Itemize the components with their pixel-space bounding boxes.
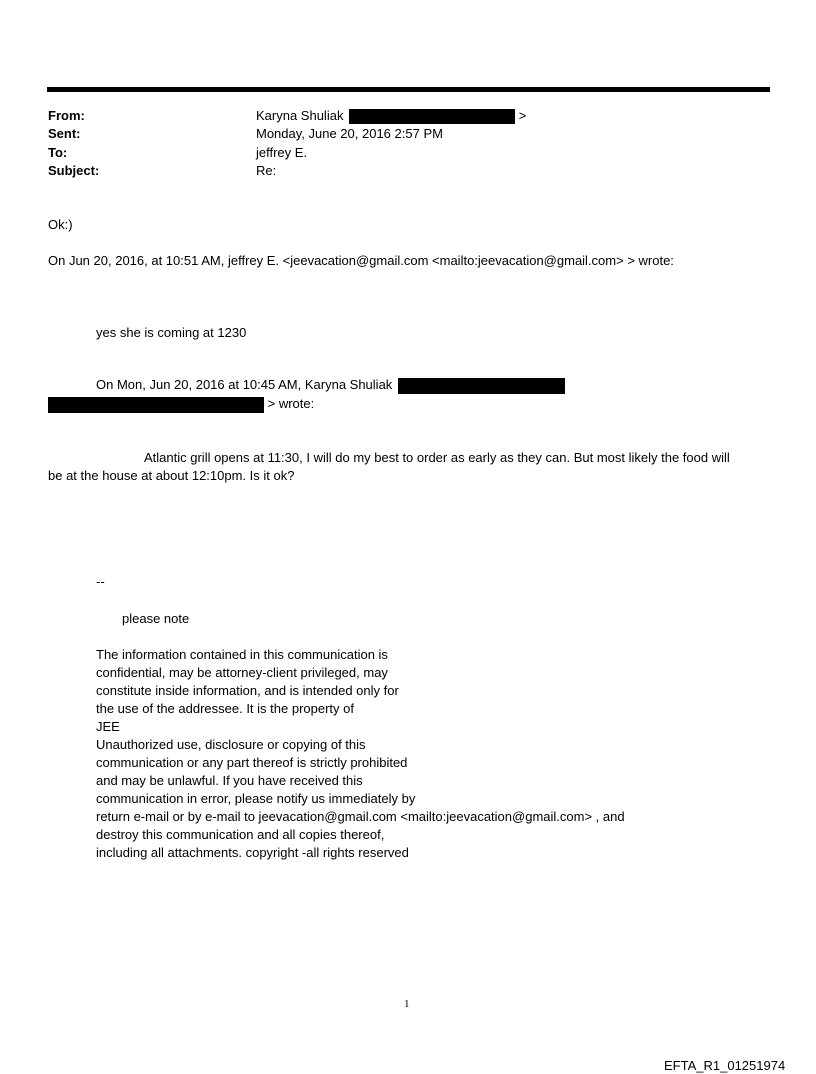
signature-dashes: -- bbox=[96, 574, 105, 589]
quote1-header: On Jun 20, 2016, at 10:51 AM, jeffrey E. <jeevacation@gmail.com <mailto:jeevacation@gmail.com> > wrote: bbox=[48, 253, 674, 268]
quote1-text: yes she is coming at 1230 bbox=[96, 325, 247, 340]
disclaimer-line: communication in error, please notify us immediately by bbox=[96, 791, 416, 806]
disclaimer-line: including all attachments. copyright -all rights reserved bbox=[96, 845, 409, 860]
redaction-box bbox=[349, 109, 515, 124]
quote2-line1: Atlantic grill opens at 11:30, I will do my best to order as early as they can. But most likely the food will bbox=[144, 450, 730, 465]
disclaimer-line: and may be unlawful. If you have received this bbox=[96, 773, 363, 788]
from-suffix: > bbox=[518, 108, 527, 123]
disclaimer-line: the use of the addressee. It is the property of bbox=[96, 701, 354, 716]
reply-text: Ok:) bbox=[48, 217, 73, 232]
quote2-header-end: > wrote: bbox=[267, 396, 315, 411]
quote2-header bbox=[96, 377, 565, 394]
disclaimer-line: destroy this communication and all copies thereof, bbox=[96, 827, 385, 842]
subject-value: Re: bbox=[256, 163, 277, 178]
quote2-header-line2 bbox=[48, 396, 314, 413]
from-name: Karyna Shuliak bbox=[256, 108, 344, 123]
quote2-line2: be at the house at about 12:10pm. Is it ok? bbox=[48, 468, 295, 483]
document-id: EFTA_R1_01251974 bbox=[664, 1058, 786, 1073]
disclaimer-line: constitute inside information, and is intended only for bbox=[96, 683, 399, 698]
redaction-box bbox=[48, 397, 264, 413]
disclaimer bbox=[96, 646, 625, 862]
redaction-box bbox=[398, 378, 565, 394]
quote2-header-start: On Mon, Jun 20, 2016 at 10:45 AM, Karyna Shuliak bbox=[96, 377, 393, 392]
disclaimer-line: Unauthorized use, disclosure or copying of this bbox=[96, 737, 366, 752]
subject-label: Subject: bbox=[48, 163, 100, 178]
from-label: From: bbox=[48, 108, 85, 123]
page-number: 1 bbox=[404, 998, 410, 1010]
disclaimer-line: JEE bbox=[96, 719, 120, 734]
sent-label: Sent: bbox=[48, 126, 81, 141]
to-label: To: bbox=[48, 145, 68, 160]
to-value: jeffrey E. bbox=[256, 145, 308, 160]
disclaimer-line: return e-mail or by e-mail to jeevacation@gmail.com <mailto:jeevacation@gmail.com> , and bbox=[96, 809, 625, 824]
disclaimer-line: communication or any part thereof is strictly prohibited bbox=[96, 755, 408, 770]
from-value bbox=[256, 108, 526, 124]
signature-note: please note bbox=[122, 611, 190, 626]
disclaimer-line: confidential, may be attorney-client privileged, may bbox=[96, 665, 388, 680]
disclaimer-line: The information contained in this communication is bbox=[96, 647, 388, 662]
header-rule bbox=[47, 87, 770, 92]
sent-value: Monday, June 20, 2016 2:57 PM bbox=[256, 126, 443, 141]
